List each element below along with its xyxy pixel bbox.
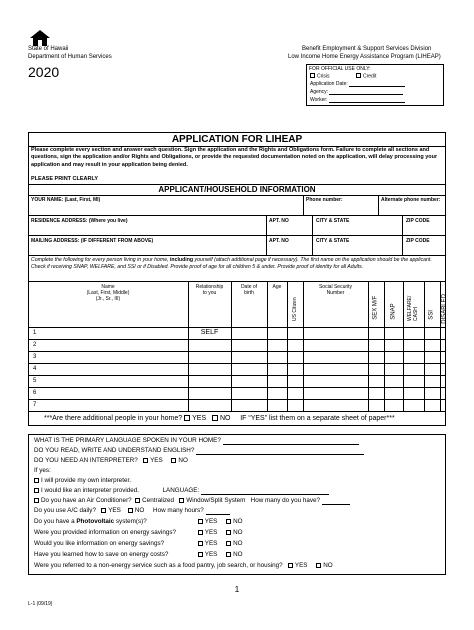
- checkbox-icon: [184, 415, 190, 421]
- checkbox-icon: [226, 552, 231, 557]
- state-name: State of Hawaii: [28, 46, 69, 52]
- checkbox-icon: [198, 530, 203, 535]
- alternate-phone-field[interactable]: Alternate phone number:: [381, 197, 441, 203]
- table-row-number: 4: [33, 366, 37, 372]
- hours-field[interactable]: How many hours?: [153, 507, 230, 514]
- if-yes-label: If yes:: [34, 467, 51, 474]
- ac-daily-yes-checkbox[interactable]: YES: [101, 507, 121, 514]
- learned-no-checkbox[interactable]: NO: [226, 551, 242, 558]
- instructions-text: Please complete every section and answer each question. Sign the application and the Rights and Obligations form. Failure to complete all sections and questions, sign the application and/or Rights and Obligations, or provide the requested documentation noted on the application, will delay processing your application and may result in your application being denied.: [31, 147, 438, 168]
- household-instructions: Complete the following for every person living in your home, including yourself (attach additional page if necessary). The first name on the application should be the applicant. Check if receiving SNAP, WELFARE, and SSI or if Disabled. Provide proof of age for all children 5 & under. Provide proof of identity for all Adults.: [31, 257, 432, 270]
- col-header-name: Name (Last, First, Middle) (Jr., Sr., III): [86, 284, 130, 302]
- col-header-ssn: Social Security Number: [318, 284, 353, 296]
- interpreter-no-checkbox[interactable]: NO: [171, 457, 187, 464]
- language-field[interactable]: LANGUAGE:: [163, 487, 330, 494]
- mailing-apt-field[interactable]: APT. NO: [269, 238, 289, 244]
- ac-count-field[interactable]: How many do you have?: [251, 497, 350, 504]
- col-header-ssi: SSI: [428, 310, 435, 320]
- air-conditioner-question: [34, 497, 350, 505]
- checkbox-icon: [101, 508, 106, 513]
- checkbox-icon: [212, 415, 218, 421]
- phone-number-field[interactable]: Phone number:: [306, 197, 343, 203]
- provided-interpreter-option: [34, 487, 329, 495]
- page-number: 1: [234, 585, 240, 594]
- apt-number-field[interactable]: APT. NO: [269, 218, 289, 224]
- program-name: Low Income Home Energy Assistance Program (LIHEAP): [288, 54, 441, 60]
- table-row-number: 7: [33, 402, 37, 408]
- checkbox-icon: [356, 73, 361, 78]
- table-row-number: 3: [33, 354, 37, 360]
- your-name-field[interactable]: YOUR NAME: (Last, First, MI): [31, 197, 101, 203]
- energy-info-question: Were you provided information on energy savings? YES NO: [34, 529, 243, 536]
- checkbox-icon: [143, 458, 148, 463]
- english-question[interactable]: DO YOU READ, WRITE AND UNDERSTAND ENGLISH?: [34, 447, 364, 455]
- checkbox-icon: [288, 563, 293, 568]
- interpreter-yes-checkbox[interactable]: YES: [143, 457, 163, 464]
- checkbox-icon: [226, 541, 231, 546]
- mailing-address-field[interactable]: MAILING ADDRESS: (IF DIFFERENT FROM ABOVE): [31, 238, 154, 244]
- learned-yes-checkbox[interactable]: YES: [198, 551, 218, 558]
- col-header-relationship: Relationship to you: [195, 284, 224, 296]
- house-icon: [30, 30, 50, 46]
- credit-checkbox[interactable]: Credit: [356, 73, 376, 80]
- like-info-yes-checkbox[interactable]: YES: [198, 540, 218, 547]
- ac-checkbox[interactable]: Do you have an Air Conditioner?: [34, 497, 132, 504]
- additional-yes-checkbox[interactable]: YES: [184, 415, 206, 422]
- checkbox-icon: [128, 508, 133, 513]
- table-row-number: 1: [33, 330, 37, 336]
- city-state-field[interactable]: CITY & STATE: [316, 218, 350, 224]
- col-header-snap: SNAP: [390, 303, 397, 320]
- referral-yes-checkbox[interactable]: YES: [288, 562, 308, 569]
- form-year: 2020: [28, 64, 60, 80]
- official-use-title: FOR OFFICIAL USE ONLY:: [309, 66, 371, 72]
- additional-no-checkbox[interactable]: NO: [212, 415, 231, 422]
- energy-info-no-checkbox[interactable]: NO: [226, 529, 242, 536]
- application-date-field[interactable]: Application Date:: [310, 81, 405, 87]
- checkbox-icon: [198, 541, 203, 546]
- checkbox-icon: [135, 498, 140, 503]
- provided-interpreter-checkbox[interactable]: I would like an interpreter provided.: [34, 487, 139, 494]
- crisis-checkbox[interactable]: Crisis: [310, 73, 330, 80]
- col-header-citizen: US Citizen: [292, 297, 298, 321]
- checkbox-icon: [226, 530, 231, 535]
- department-name: Department of Human Services: [28, 54, 112, 60]
- residence-address-field[interactable]: RESIDENCE ADDRESS: (Where you live): [31, 218, 128, 224]
- checkbox-icon: [198, 552, 203, 557]
- ac-daily-no-checkbox[interactable]: NO: [128, 507, 144, 514]
- checkbox-icon: [34, 488, 39, 493]
- referral-no-checkbox[interactable]: NO: [316, 562, 332, 569]
- photovoltaic-no-checkbox[interactable]: NO: [226, 518, 242, 525]
- referral-question: Were you referred to a non-energy service such as a food pantry, job search, or housing? YES NO: [34, 562, 333, 569]
- col-header-welfare: WELFARE/ CASH: [407, 295, 419, 321]
- table-row-number: 6: [33, 390, 37, 396]
- zip-code-field[interactable]: ZIP CODE: [406, 218, 430, 224]
- ac-daily-question: Do you use A/C daily? YES NO How many hours?: [34, 507, 230, 515]
- checkbox-icon: [198, 519, 203, 524]
- checkbox-icon: [34, 478, 39, 483]
- like-info-question: Would you like information on energy savings? YES NO: [34, 540, 243, 547]
- household-title: APPLICANT/HOUSEHOLD INFORMATION: [158, 185, 316, 194]
- additional-people-question: ***Are there additional people in your home? YES NO IF “YES” list them on a separate sheet of paper***: [44, 415, 395, 422]
- table-row-number: 2: [33, 342, 37, 348]
- checkbox-icon: [34, 498, 39, 503]
- col-header-disabled: DISABLED: [441, 294, 448, 324]
- photovoltaic-yes-checkbox[interactable]: YES: [198, 518, 218, 525]
- col-header-dob: Date of birth: [240, 284, 258, 296]
- mailing-zip-field[interactable]: ZIP CODE: [406, 238, 430, 244]
- checkbox-icon: [226, 519, 231, 524]
- own-interpreter-checkbox[interactable]: I will provide my own interpreter.: [34, 477, 131, 485]
- like-info-no-checkbox[interactable]: NO: [226, 540, 242, 547]
- checkbox-icon: [171, 458, 176, 463]
- checkbox-icon: [179, 498, 184, 503]
- centralized-checkbox[interactable]: Centralized: [135, 497, 174, 504]
- division-name: Benefit Employment & Support Services Division: [302, 46, 432, 52]
- window-split-checkbox[interactable]: Window/Split System: [179, 497, 245, 504]
- checkbox-icon: [316, 563, 321, 568]
- table-row-number: 5: [33, 378, 37, 384]
- self-relationship: SELF: [200, 329, 219, 336]
- col-header-age: Age: [272, 284, 282, 290]
- energy-info-yes-checkbox[interactable]: YES: [198, 529, 218, 536]
- col-header-sex: SEX M/F: [372, 295, 379, 320]
- checkbox-icon: [310, 73, 315, 78]
- application-title: APPLICATION FOR LIHEAP: [171, 134, 303, 145]
- primary-language-question[interactable]: WHAT IS THE PRIMARY LANGUAGE SPOKEN IN YOUR HOME?: [34, 437, 359, 445]
- agency-field[interactable]: Agency:: [310, 89, 403, 95]
- learned-saving-question: Have you learned how to save on energy costs? YES NO: [34, 551, 243, 558]
- print-clearly-note: PLEASE PRINT CLEARLY: [31, 176, 99, 182]
- mailing-city-field[interactable]: CITY & STATE: [316, 238, 350, 244]
- interpreter-question: DO YOU NEED AN INTERPRETER? YES NO: [34, 457, 188, 464]
- photovoltaic-question: Do you have a Photovoltaic system(s)? YES NO: [34, 518, 243, 525]
- worker-field[interactable]: Worker:: [310, 97, 405, 103]
- form-code: L-1 (09/19): [28, 601, 53, 607]
